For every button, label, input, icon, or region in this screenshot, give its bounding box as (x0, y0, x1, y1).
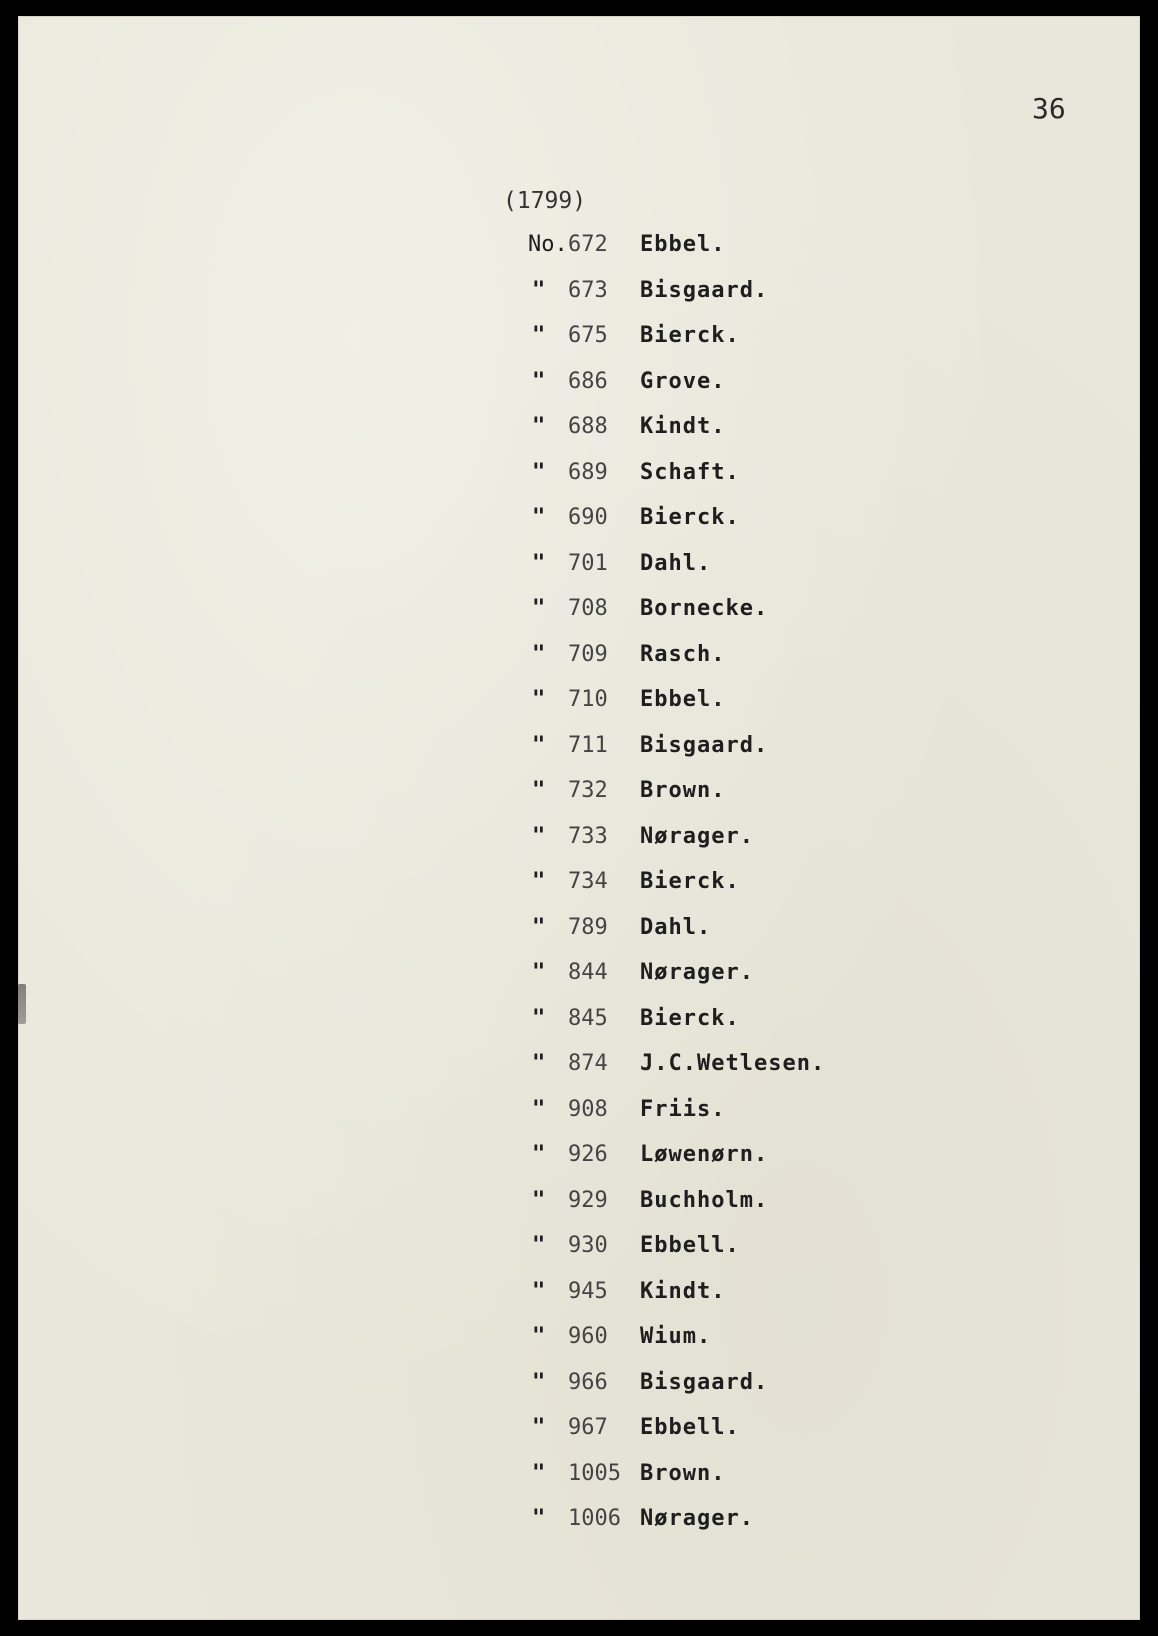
entry-number: 689 (568, 459, 608, 485)
list-item (528, 1324, 825, 1370)
year-heading: (1799) (503, 188, 587, 214)
entry-number: 844 (568, 960, 608, 985)
ditto-mark: " (532, 1460, 546, 1486)
entry-number: 734 (568, 869, 608, 894)
entry-name: Rasch. (640, 641, 726, 667)
entry-number: 967 (568, 1415, 608, 1440)
ditto-mark: " (532, 823, 546, 849)
list-item (528, 1142, 825, 1188)
entry-name: Wium. (640, 1324, 712, 1349)
list-item (528, 1233, 825, 1279)
entry-name: Brown. (640, 778, 726, 803)
list-item (528, 278, 825, 324)
entry-prefix: No. (528, 232, 568, 257)
entry-name: Nørager. (640, 1506, 754, 1531)
entry-number: 789 (568, 914, 608, 940)
ditto-mark: " (532, 323, 546, 348)
ditto-mark: " (532, 869, 546, 894)
entry-name: Bierck. (640, 869, 740, 894)
ditto-mark: " (532, 1233, 546, 1258)
ditto-mark: " (532, 414, 546, 439)
entry-name: Bisgaard. (640, 277, 769, 303)
entry-number: 701 (568, 550, 608, 576)
entry-name: Ebbel. (640, 687, 726, 712)
entry-number: 926 (568, 1142, 608, 1167)
binding-mark (18, 984, 26, 1024)
ditto-mark: " (532, 1005, 546, 1031)
entry-name: Bisgaard. (640, 732, 769, 758)
entry-number: 960 (568, 1324, 608, 1349)
entry-name: J.C.Wetlesen. (640, 1051, 826, 1076)
entry-number: 690 (568, 505, 608, 530)
entry-name: Kindt. (640, 1278, 726, 1304)
ditto-mark: " (532, 1187, 546, 1213)
entry-name: Ebbell. (640, 1415, 740, 1440)
entry-list (528, 232, 825, 1552)
entry-name: Bornecke. (640, 596, 769, 621)
list-item (528, 687, 825, 733)
page-number: 36 (1032, 92, 1066, 125)
entry-name: Dahl. (640, 914, 712, 940)
entry-number: 708 (568, 596, 608, 621)
ditto-mark: " (532, 596, 546, 621)
ditto-mark: " (532, 1096, 546, 1122)
entry-name: Nørager. (640, 960, 754, 985)
ditto-mark: " (532, 778, 546, 803)
ditto-mark: " (532, 368, 546, 394)
list-item (528, 778, 825, 824)
entry-number: 1006 (568, 1506, 621, 1531)
entry-number: 688 (568, 414, 608, 439)
entry-number: 686 (568, 368, 608, 394)
entry-name: Ebbell. (640, 1233, 740, 1258)
entry-number: 908 (568, 1096, 608, 1122)
list-item (528, 869, 825, 915)
list-item (528, 824, 825, 870)
ditto-mark: " (532, 1142, 546, 1167)
entry-number: 845 (568, 1005, 608, 1031)
entry-number: 733 (568, 823, 608, 849)
entry-number: 930 (568, 1233, 608, 1258)
entry-number: 945 (568, 1278, 608, 1304)
ditto-mark: " (532, 550, 546, 576)
list-item (528, 505, 825, 551)
ditto-mark: " (532, 1506, 546, 1531)
list-item (528, 733, 825, 779)
list-item (528, 960, 825, 1006)
entry-name: Buchholm. (640, 1187, 769, 1213)
ditto-mark: " (532, 1278, 546, 1304)
entry-name: Dahl. (640, 550, 712, 576)
list-item (528, 1506, 825, 1552)
entry-number: 711 (568, 732, 608, 758)
ditto-mark: " (532, 1369, 546, 1395)
entry-name: Kindt. (640, 414, 726, 439)
list-item (528, 642, 825, 688)
entry-number: 1005 (568, 1460, 621, 1486)
list-item (528, 414, 825, 460)
entry-number: 672 (568, 232, 608, 257)
entry-name: Friis. (640, 1096, 726, 1122)
list-item (528, 1279, 825, 1325)
list-item (528, 551, 825, 597)
ditto-mark: " (532, 459, 546, 485)
ditto-mark: " (532, 1415, 546, 1440)
entry-name: Bierck. (640, 1005, 740, 1031)
ditto-mark: " (532, 641, 546, 667)
entry-name: Grove. (640, 368, 726, 394)
ditto-mark: " (532, 960, 546, 985)
ditto-mark: " (532, 1051, 546, 1076)
list-item (528, 1006, 825, 1052)
entry-name: Løwenørn. (640, 1142, 769, 1167)
entry-name: Bierck. (640, 505, 740, 530)
entry-number: 673 (568, 277, 608, 303)
entry-name: Brown. (640, 1460, 726, 1486)
entry-name: Bisgaard. (640, 1369, 769, 1395)
ditto-mark: " (532, 277, 546, 303)
entry-number: 732 (568, 778, 608, 803)
entry-number: 710 (568, 687, 608, 712)
list-item (528, 596, 825, 642)
entry-number: 874 (568, 1051, 608, 1076)
list-item (528, 1415, 825, 1461)
ditto-mark: " (532, 505, 546, 530)
entry-number: 675 (568, 323, 608, 348)
entry-name: Bierck. (640, 323, 740, 348)
list-item (528, 1051, 825, 1097)
list-item (528, 1370, 825, 1416)
list-item (528, 232, 825, 278)
list-item (528, 915, 825, 961)
list-item (528, 323, 825, 369)
entry-name: Ebbel. (640, 232, 726, 257)
list-item (528, 1461, 825, 1507)
list-item (528, 460, 825, 506)
entry-number: 929 (568, 1187, 608, 1213)
entry-number: 709 (568, 641, 608, 667)
list-item (528, 369, 825, 415)
ditto-mark: " (532, 914, 546, 940)
list-item (528, 1188, 825, 1234)
entry-number: 966 (568, 1369, 608, 1395)
ditto-mark: " (532, 1324, 546, 1349)
list-item (528, 1097, 825, 1143)
ditto-mark: " (532, 732, 546, 758)
entry-name: Nørager. (640, 823, 754, 849)
entry-name: Schaft. (640, 459, 740, 485)
ditto-mark: " (532, 687, 546, 712)
